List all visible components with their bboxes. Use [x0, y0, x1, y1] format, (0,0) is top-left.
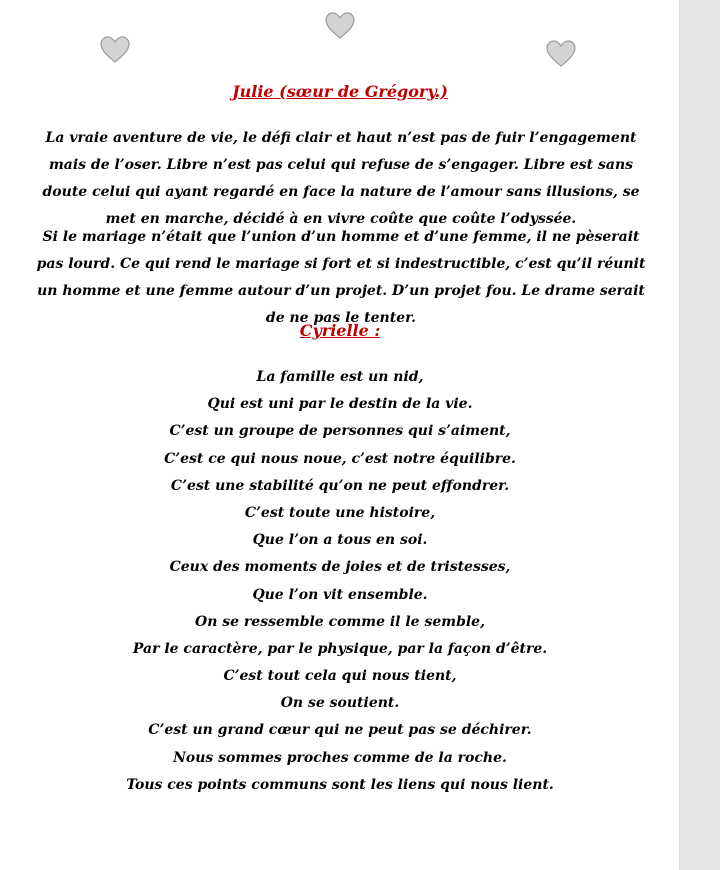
heart-icon: [325, 12, 355, 40]
poem-line: C’est toute une histoire,: [244, 504, 436, 521]
poem-line: C’est une stabilité qu’on ne peut effondrer.: [170, 477, 510, 494]
heart-icon: [100, 36, 130, 64]
poem-line: C’est un grand cœur qui ne peut pas se déchirer.: [148, 722, 532, 739]
poem-line: Qui est uni par le destin de la vie.: [207, 396, 473, 413]
paragraph-2: Si le mariage n’était que l’union d’un homme et d’une femme, il ne pèserait pas lourd. Ce qui rend le mariage si fort et si indestructible, c’est qu’il réunit un homme et une femme autour d’un projet. D’un projet fou. Le drame serait de ne pas le tenter.: [36, 229, 646, 326]
vertical-scrollbar[interactable]: [679, 0, 720, 870]
paragraph-1: La vraie aventure de vie, le défi clair et haut n’est pas de fuir l’engagement mais de l’oser. Libre n’est pas celui qui refuse de s’engager. Libre est sans doute celui qui ayant regardé en face la nature de l’amour sans illusions, se met en marche, décidé à en vivre coûte que coûte l’odyssée.: [42, 130, 640, 227]
poem-line: Nous sommes proches comme de la roche.: [173, 749, 507, 766]
heart-icon: [546, 40, 576, 68]
poem-line: C’est un groupe de personnes qui s’aiment,: [169, 423, 511, 440]
poem-line: C’est ce qui nous noue, c’est notre équilibre.: [164, 450, 516, 467]
poem-line: Ceux des moments de joies et de tristesses,: [169, 559, 511, 576]
poem-line: La famille est un nid,: [256, 369, 424, 385]
poem-line: On se ressemble comme il le semble,: [195, 613, 485, 630]
section-title-julie: Julie (sœur de Grégory.): [232, 82, 448, 101]
poem-line: Tous ces points communs sont les liens qui nous lient.: [126, 776, 554, 793]
poem-line: C’est tout cela qui nous tient,: [223, 668, 457, 685]
poem: [0, 364, 680, 799]
poem-line: On se soutient.: [280, 695, 400, 712]
poem-line: Que l’on a tous en soi.: [252, 532, 428, 549]
poem-line: Que l’on vit ensemble.: [252, 586, 428, 603]
section-title-cyrielle: Cyrielle :: [299, 321, 381, 340]
poem-line: Par le caractère, par le physique, par la façon d’être.: [132, 640, 548, 657]
